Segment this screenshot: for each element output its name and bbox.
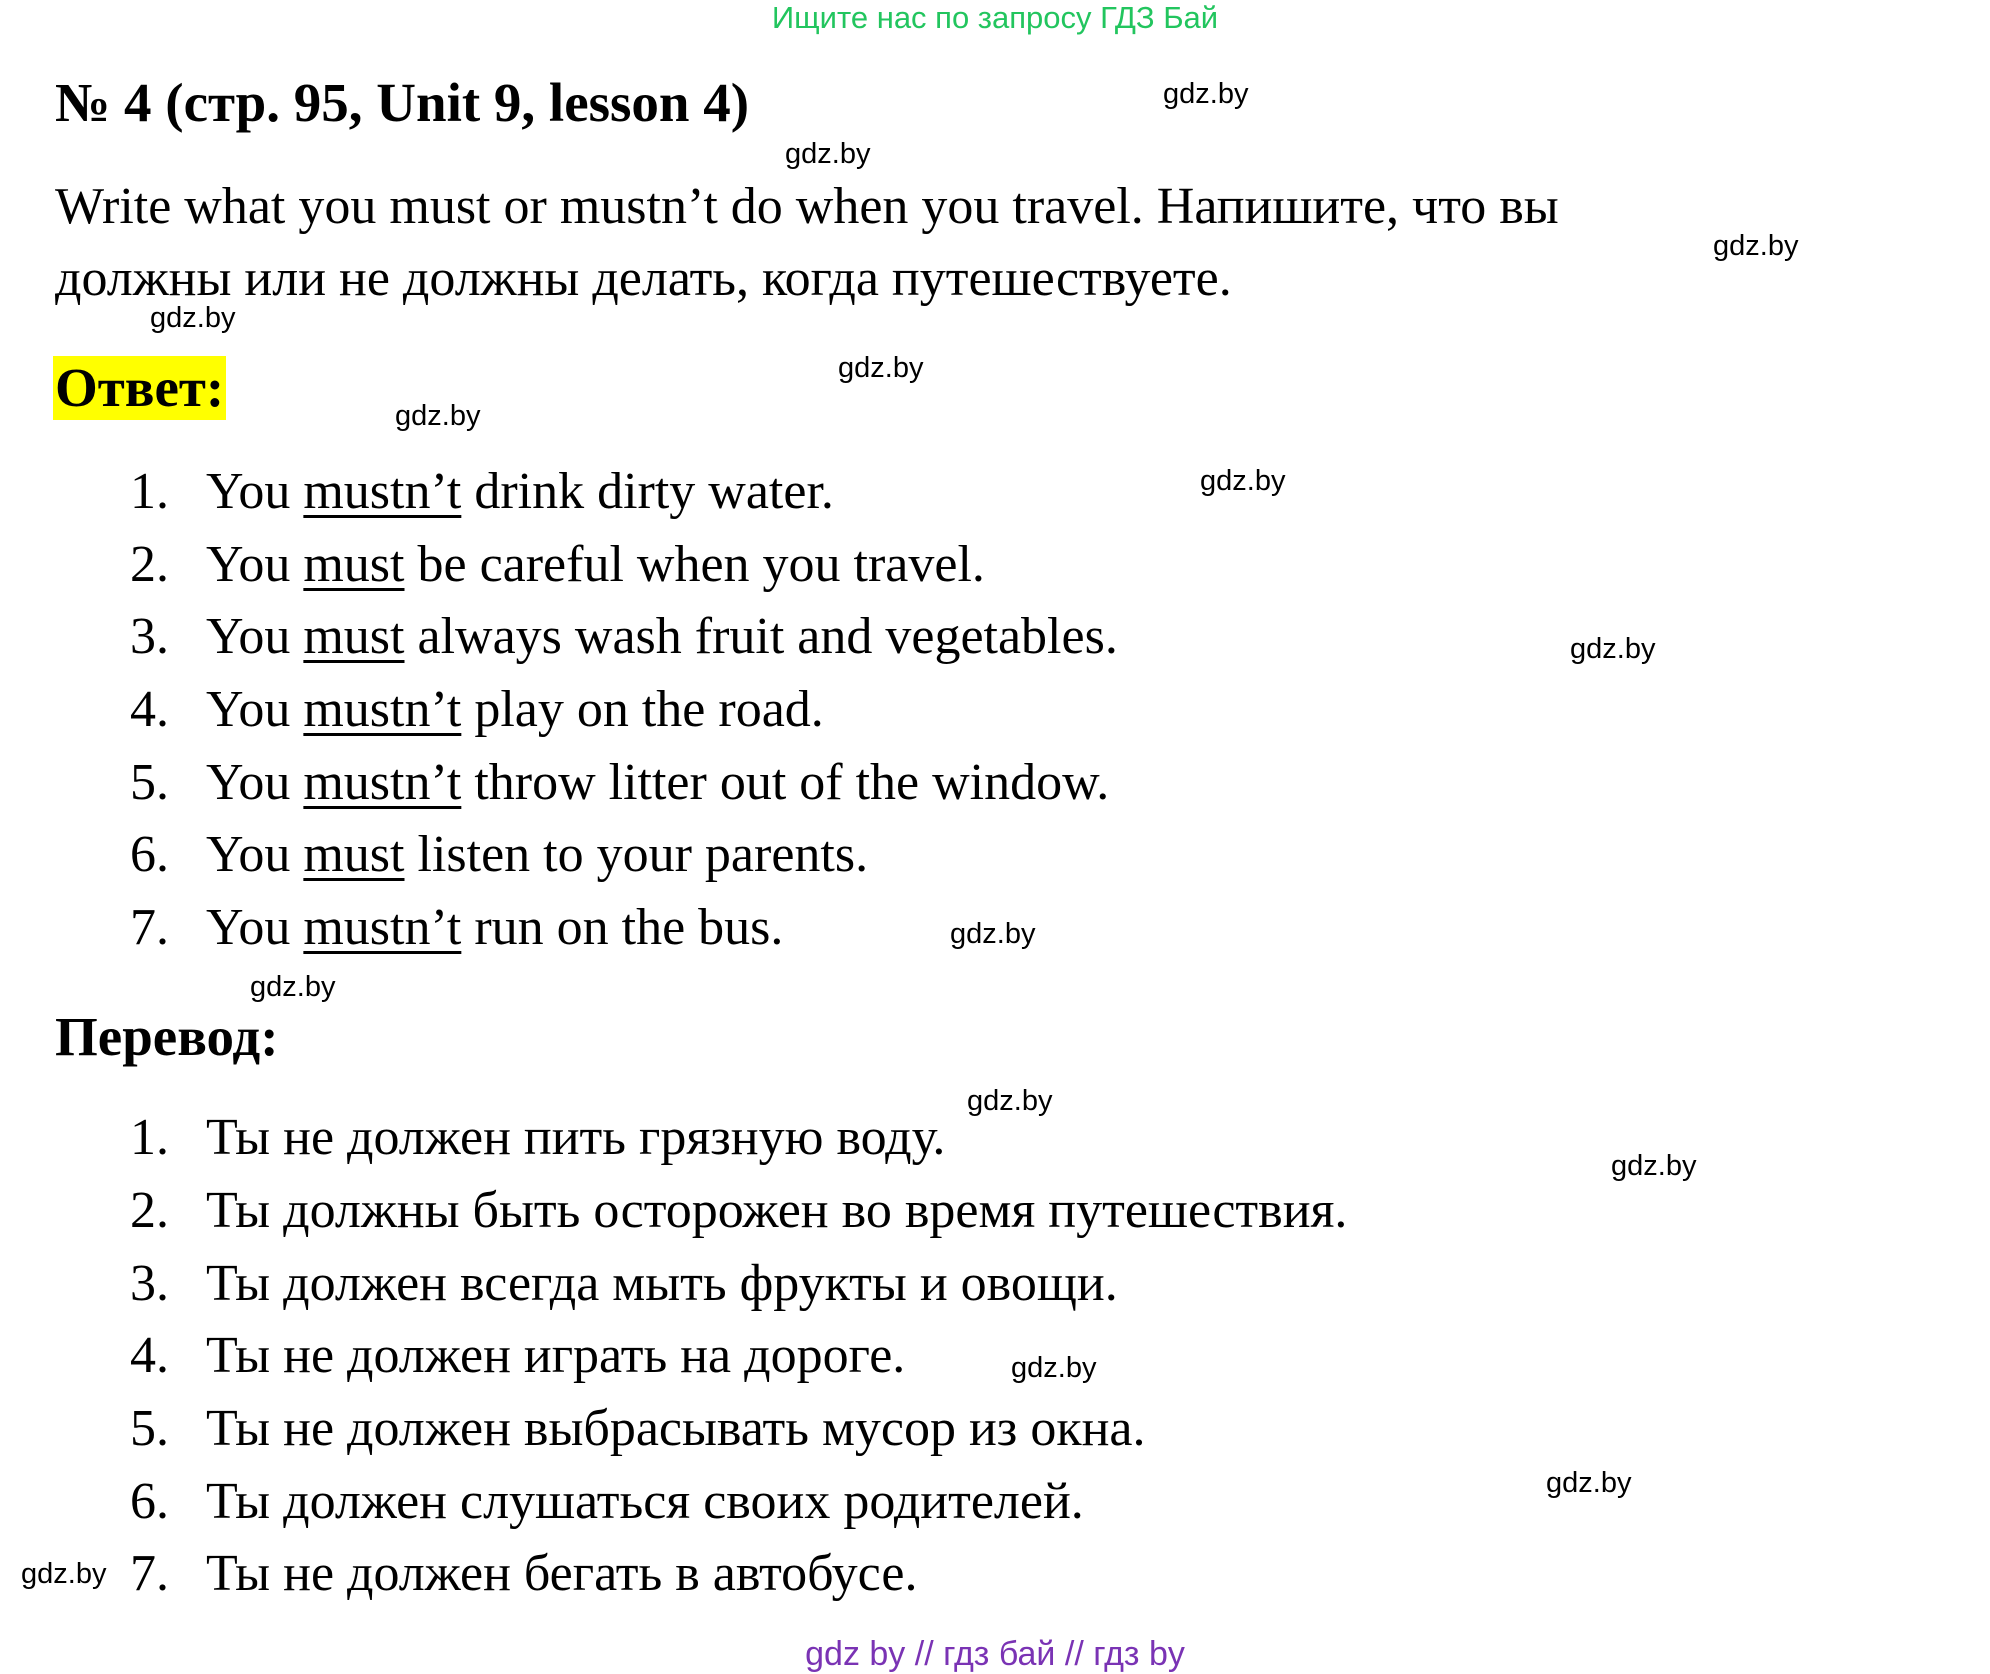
item-number: 7. xyxy=(130,1545,169,1602)
translation-item xyxy=(130,1471,1084,1533)
translation-text: Ты не должен выбрасывать мусор из окна. xyxy=(206,1400,1146,1457)
modal-verb: mustn’t xyxy=(303,463,462,520)
modal-verb: mustn’t xyxy=(303,681,462,738)
item-number: 4. xyxy=(130,681,169,738)
translation-text: Ты должен слушаться своих родителей. xyxy=(206,1473,1084,1530)
subject: You xyxy=(206,681,304,738)
watermark: gdz.by xyxy=(150,302,236,334)
watermark: gdz.by xyxy=(1200,465,1286,497)
task-line-2: должны или не должны делать, когда путешествуете. xyxy=(55,250,1232,307)
answer-item xyxy=(130,534,985,596)
translation-item xyxy=(130,1325,905,1387)
exercise-title: № 4 (стр. 95, Unit 9, lesson 4) xyxy=(55,72,750,133)
watermark: gdz.by xyxy=(395,400,481,432)
item-number: 6. xyxy=(130,1473,169,1530)
translation-text: Ты не должен пить грязную воду. xyxy=(206,1109,946,1166)
footer-links: gdz by // гдз бай // гдз by xyxy=(805,1635,1185,1673)
translation-item xyxy=(130,1180,1347,1242)
translation-item xyxy=(130,1398,1146,1460)
answer-item xyxy=(130,824,868,886)
item-number: 5. xyxy=(130,754,169,811)
answer-label: Ответ: xyxy=(55,357,225,418)
translation-item xyxy=(130,1253,1118,1315)
subject: You xyxy=(206,463,304,520)
watermark: gdz.by xyxy=(838,352,924,384)
watermark: gdz.by xyxy=(1611,1150,1697,1182)
answer-rest: play on the road. xyxy=(461,681,824,738)
item-number: 7. xyxy=(130,899,169,956)
watermark: gdz.by xyxy=(785,138,871,170)
translation-item xyxy=(130,1107,945,1169)
watermark: gdz.by xyxy=(967,1085,1053,1117)
item-number: 4. xyxy=(130,1327,169,1384)
subject: You xyxy=(206,826,304,883)
subject: You xyxy=(206,754,304,811)
watermark: gdz.by xyxy=(1546,1467,1632,1499)
answer-item xyxy=(130,679,824,741)
item-number: 6. xyxy=(130,826,169,883)
translation-text: Ты не должен играть на дороге. xyxy=(206,1327,906,1384)
item-number: 1. xyxy=(130,1109,169,1166)
watermark: gdz.by xyxy=(21,1558,107,1590)
translation-label: Перевод: xyxy=(55,1006,279,1067)
answer-item xyxy=(130,752,1109,814)
item-number: 3. xyxy=(130,608,169,665)
translation-text: Ты должны быть осторожен во время путешествия. xyxy=(206,1182,1348,1239)
answer-rest: be careful when you travel. xyxy=(404,536,985,593)
modal-verb: must xyxy=(303,536,405,593)
watermark: gdz.by xyxy=(250,971,336,1003)
answer-rest: run on the bus. xyxy=(461,899,784,956)
answer-rest: drink dirty water. xyxy=(461,463,834,520)
answer-rest: always wash fruit and vegetables. xyxy=(404,608,1118,665)
watermark: gdz.by xyxy=(1011,1352,1097,1384)
answer-rest: listen to your parents. xyxy=(404,826,869,883)
answer-item xyxy=(130,606,1118,668)
modal-verb: mustn’t xyxy=(303,754,462,811)
subject: You xyxy=(206,536,304,593)
answer-rest: throw litter out of the window. xyxy=(461,754,1110,811)
watermark: gdz.by xyxy=(1163,78,1249,110)
item-number: 3. xyxy=(130,1255,169,1312)
modal-verb: must xyxy=(303,826,405,883)
search-banner: Ищите нас по запросу ГДЗ Бай xyxy=(771,0,1219,35)
translation-text: Ты не должен бегать в автобусе. xyxy=(206,1545,918,1602)
task-line-1: Write what you must or mustn’t do when you travel. Напишите, что вы xyxy=(55,178,1559,235)
item-number: 2. xyxy=(130,1182,169,1239)
subject: You xyxy=(206,899,304,956)
answer-item xyxy=(130,461,834,523)
item-number: 5. xyxy=(130,1400,169,1457)
watermark: gdz.by xyxy=(1713,230,1799,262)
subject: You xyxy=(206,608,304,665)
modal-verb: must xyxy=(303,608,405,665)
translation-item xyxy=(130,1543,917,1605)
item-number: 2. xyxy=(130,536,169,593)
watermark: gdz.by xyxy=(950,918,1036,950)
answer-item xyxy=(130,897,783,959)
item-number: 1. xyxy=(130,463,169,520)
modal-verb: mustn’t xyxy=(303,899,462,956)
watermark: gdz.by xyxy=(1570,633,1656,665)
translation-text: Ты должен всегда мыть фрукты и овощи. xyxy=(206,1255,1118,1312)
